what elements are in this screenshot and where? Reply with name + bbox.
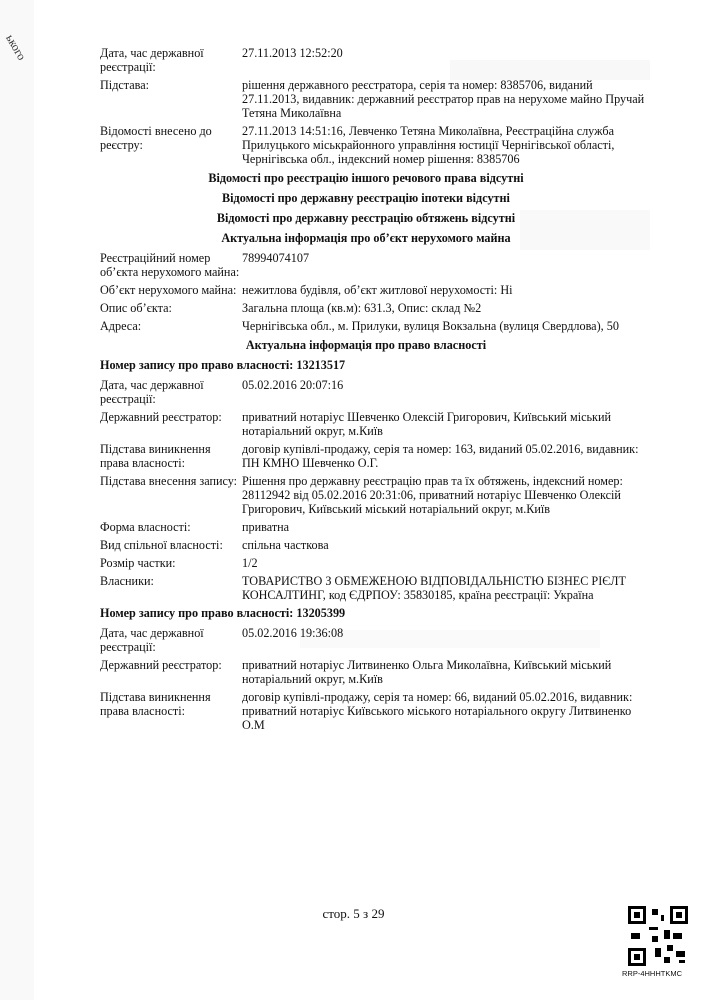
field-entry-basis	[86, 474, 646, 516]
field-share	[86, 556, 646, 570]
field-object-description	[86, 301, 646, 315]
field-ownership-form	[86, 520, 646, 534]
field-value: 78994074107	[242, 251, 310, 265]
field-value: приватний нотаріус Шевченко Олексій Григорович, Київський міський нотаріальний округ, м.Київ	[242, 410, 612, 438]
qr-code-icon	[628, 906, 688, 966]
heading-object-info: Актуальна інформація про об’єкт нерухомого майна	[221, 231, 511, 245]
field-label: Власники:	[100, 574, 154, 588]
field-object-address	[86, 319, 646, 333]
field-label: Об’єкт нерухомого майна:	[100, 283, 237, 297]
field-label: Розмір частки:	[100, 556, 176, 570]
field-label: Адреса:	[100, 319, 142, 333]
field-object-type	[86, 283, 646, 297]
field-value: рішення державного реєстратора, серія та номер: 8385706, виданий 27.11.2013, видавник: державний реєстратор прав на нерухоме майно Пручай Тетяна Миколаївна	[242, 78, 645, 120]
margin-text: ького	[3, 31, 29, 63]
field-label: Підстава виникнення права власності:	[100, 442, 211, 470]
field-value: 1/2	[242, 556, 258, 570]
field-value: Загальна площа (кв.м): 631.3, Опис: склад №2	[242, 301, 482, 315]
field-label: Опис об’єкта:	[100, 301, 172, 315]
field-value: договір купівлі-продажу, серія та номер: 163, виданий 05.02.2016, видавник: ПН КМНО Шевченко О.Г.	[242, 442, 639, 470]
field-value: 05.02.2016 20:07:16	[242, 378, 344, 392]
field-joint-ownership	[86, 538, 646, 552]
field-value: Чернігівська обл., м. Прилуки, вулиця Вокзальна (вулиця Свердлова), 50	[242, 319, 619, 333]
field-record-date	[86, 378, 646, 406]
field-value: 05.02.2016 19:36:08	[242, 626, 344, 640]
field-entered	[86, 124, 646, 166]
qr-caption: RRP-4HHHTKMC	[622, 969, 682, 978]
field-value: спільна часткова	[242, 538, 329, 552]
field-value: приватна	[242, 520, 290, 534]
field-label: Підстава внесення запису:	[100, 474, 238, 488]
field-label: Дата, час державної реєстрації:	[100, 378, 204, 406]
field-label: Дата, час державної реєстрації:	[100, 46, 204, 74]
document-content	[86, 46, 646, 736]
field-label: Дата, час державної реєстрації:	[100, 626, 204, 654]
field-record-date	[86, 626, 646, 654]
field-value: нежитлова будівля, об’єкт житлової нерухомості: Ні	[242, 283, 513, 297]
heading-ownership-info: Актуальна інформація про право власності	[245, 338, 487, 352]
field-owners	[86, 574, 646, 602]
heading-encumbrance: Відомості про державну реєстрацію обтяжень відсутні	[216, 211, 516, 225]
field-value: 27.11.2013 12:52:20	[242, 46, 343, 60]
field-reg-date	[86, 46, 646, 74]
record-title: Номер запису про право власності: 13205399	[100, 606, 346, 620]
field-label: Вид спільної власності:	[100, 538, 223, 552]
field-label: Відомості внесено до реєстру:	[100, 124, 212, 152]
heading-other-right: Відомості про реєстрацію іншого речового права відсутні	[208, 171, 524, 185]
field-value: 27.11.2013 14:51:16, Левченко Тетяна Миколаївна, Реєстраційна служба Прилуцького міськрайонного управління юстиції Чернігівської області, Чернігівська обл., індексний номер рішення: 8385706	[242, 124, 615, 166]
field-basis	[86, 78, 646, 120]
field-value: договір купівлі-продажу, серія та номер: 66, виданий 05.02.2016, видавник: приватний нотаріус Київського міського нотаріального округу Литвиненко О.М	[242, 690, 633, 732]
field-origin	[86, 442, 646, 470]
field-registrar	[86, 658, 646, 686]
field-origin	[86, 690, 646, 732]
heading-mortgage: Відомості про державну реєстрацію іпотеки відсутні	[222, 191, 510, 205]
field-label: Реєстраційний номер об’єкта нерухомого майна:	[100, 251, 240, 279]
field-value: приватний нотаріус Литвиненко Ольга Миколаївна, Київський міський нотаріальний округ, м.Київ	[242, 658, 612, 686]
scan-edge-shadow	[0, 0, 34, 1000]
field-object-reg-number	[86, 251, 646, 279]
page-number: стор. 5 з 29	[322, 906, 385, 921]
field-label: Державний реєстратор:	[100, 410, 222, 424]
field-value: ТОВАРИСТВО З ОБМЕЖЕНОЮ ВІДПОВІДАЛЬНІСТЮ БІЗНЕС РІЄЛТ КОНСАЛТИНГ, код ЄДРПОУ: 35830185, країна реєстрації: Україна	[242, 574, 627, 602]
record-title: Номер запису про право власності: 13213517	[100, 358, 346, 372]
field-registrar	[86, 410, 646, 438]
field-label: Державний реєстратор:	[100, 658, 222, 672]
field-label: Форма власності:	[100, 520, 191, 534]
field-label: Підстава:	[100, 78, 150, 92]
field-label: Підстава виникнення права власності:	[100, 690, 211, 718]
field-value: Рішення про державну реєстрацію прав та їх обтяжень, індексний номер: 28112942 від 05.02.2016 20:31:06, приватний нотаріус Шевченко Олексій Григорович, Київський міський нотаріальний округ, м.Київ	[242, 474, 623, 516]
